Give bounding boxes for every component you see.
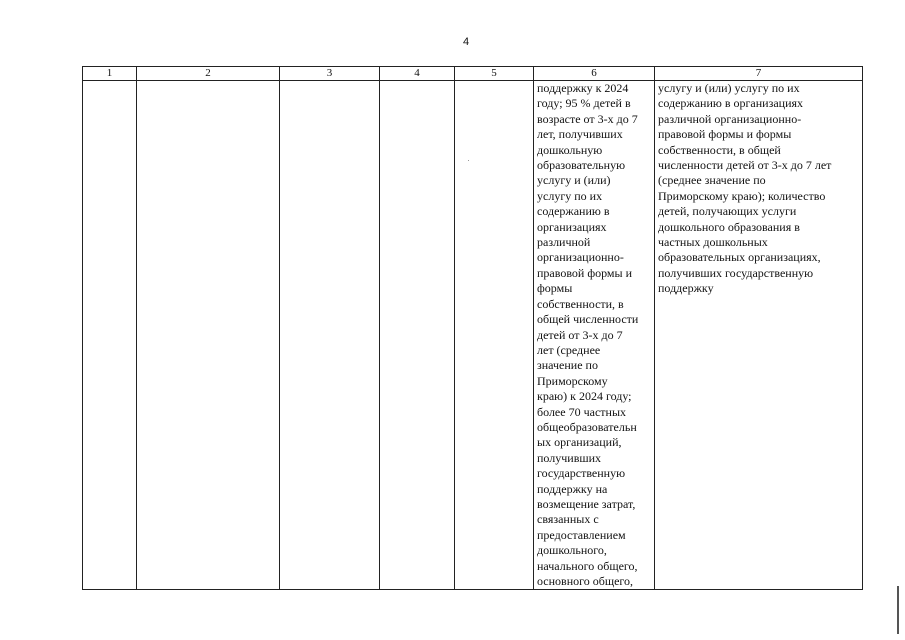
table-cell-col-6: поддержку к 2024 году; 95 % детей в возрасте от 3-х до 7 лет, получивших дошкольную образовательную услугу и (или) услугу по их содержанию в организациях различной организационно- правовой формы и формы собственности, в общей численности детей от 3-х до 7 лет (среднее значение по Приморскому краю) к 2024 году; более 70 частных общеобразовательн ых организаций, получивших государственную поддержку на возмещение затрат, связанных с предоставлением дошкольного, начального общего, основного общего,	[534, 81, 655, 590]
table-cell-col-4	[380, 81, 455, 590]
column-header-6: 6	[534, 67, 655, 81]
column-header-7: 7	[655, 67, 863, 81]
column-header-5: 5	[455, 67, 534, 81]
page-number: 4	[462, 36, 470, 48]
table-cell-col-7: услугу и (или) услугу по их содержанию в организациях различной организационно- правовой формы и формы собственности, в общей численности детей от 3-х до 7 лет (среднее значение по Приморскому краю); количество детей, получающих услуги дошкольного образования в частных дошкольных образовательных организациях, получивших государственную поддержку	[655, 81, 863, 590]
column-header-1: 1	[83, 67, 137, 81]
table-cell-col-3	[280, 81, 380, 590]
column-header-4: 4	[380, 67, 455, 81]
table-cell-col-1	[83, 81, 137, 590]
column-header-2: 2	[137, 67, 280, 81]
scan-edge-mark	[897, 586, 899, 634]
column-header-3: 3	[280, 67, 380, 81]
table-cell-col-5	[455, 81, 534, 590]
table-header-row	[83, 67, 863, 81]
document-table	[82, 66, 863, 590]
table-row	[83, 81, 863, 590]
table-cell-col-2	[137, 81, 280, 590]
scan-speck	[468, 160, 469, 161]
